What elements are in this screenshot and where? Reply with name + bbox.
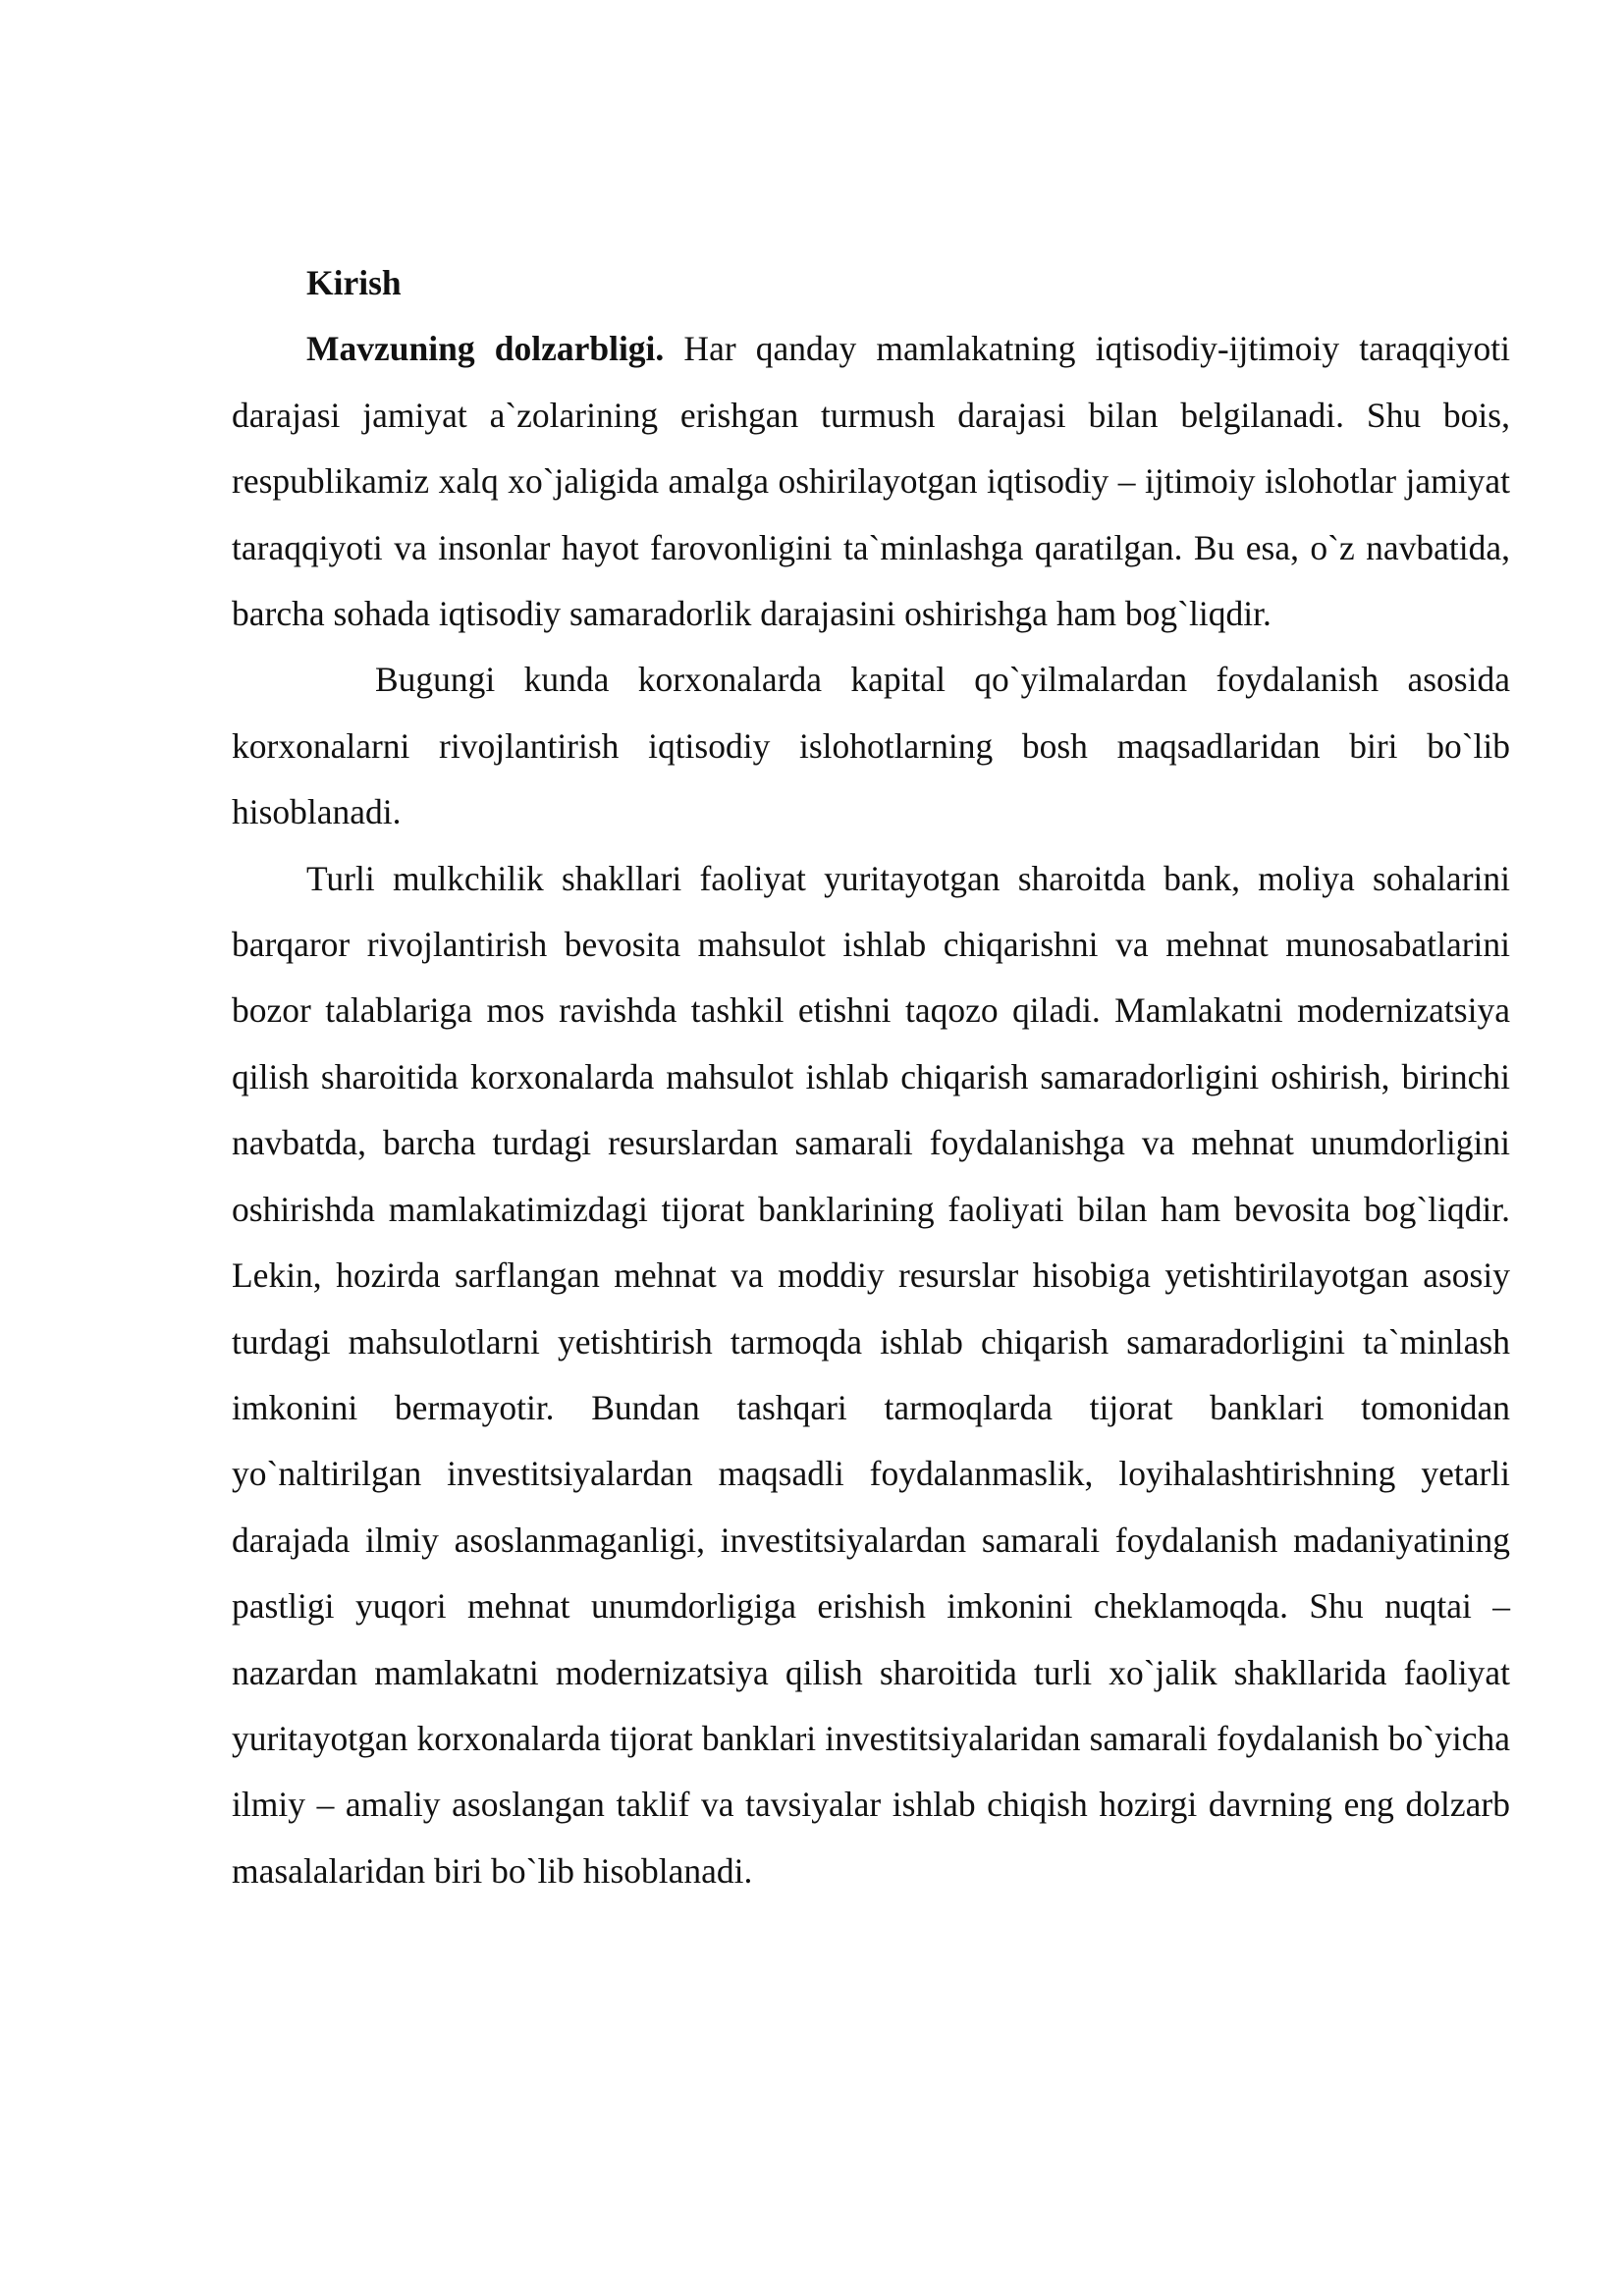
paragraph-relevance [232,316,1510,647]
paragraph-3: Turli mulkchilik shakllari faoliyat yuritayotgan sharoitda bank, moliya sohalarini barqaror rivojlantirish bevosita mahsulot ishlab chiqarishni va mehnat munosabatlarini bozor talablariga mos ravishda tashkil etishni taqozo qiladi. Mamlakatni modernizatsiya qilish sharoitida korxonalarda mahsulot ishlab chiqarish samaradorligini oshirish, birinchi navbatda, barcha turdagi resurslardan samarali foydalanishga va mehnat unumdorligini oshirishda mamlakatimizdagi tijorat banklarining faoliyati bilan ham bevosita bog`liqdir. Lekin, hozirda sarflangan mehnat va moddiy resurslar hisobiga yetishtirilayotgan asosiy turdagi mahsulotlarni yetishtirish tarmoqda ishlab chiqarish samaradorligini ta`minlash imkonini bermayotir. Bundan tashqari tarmoqlarda tijorat banklari tomonidan yo`naltirilgan investitsiyalardan maqsadli foydalanmaslik, loyihalashtirishning yetarli darajada ilmiy asoslanmaganligi, investitsiyalardan samarali foydalanish madaniyatining pastligi yuqori mehnat unumdorligiga erishish imkonini cheklamoqda. Shu nuqtai – nazardan mamlakatni modernizatsiya qilish sharoitida turli xo`jalik shakllarida faoliyat yuritayotgan korxonalarda tijorat banklari investitsiyalaridan samarali foydalanish bo`yicha ilmiy – amaliy asoslangan taklif va tavsiyalar ishlab chiqish hozirgi davrning eng dolzarb masalalaridan biri bo`lib hisoblanadi. [232,858,1510,1891]
paragraph-text: Har qanday mamlakatning iqtisodiy-ijtimoiy taraqqiyoti darajasi jamiyat a`zolarining erishgan turmush darajasi bilan belgilanadi. Shu bois, respublikamiz xalq xo`jaligida amalga oshirilayotgan iqtisodiy – ijtimoiy islohotlar jamiyat taraqqiyoti va insonlar hayot farovonligini ta`minlashga qaratilgan. Bu esa, o`z navbatida, barcha sohada iqtisodiy samaradorlik darajasini oshirishga ham bog`liqdir. [232,329,1511,634]
document-page [232,250,1510,1904]
paragraph-lead: Mavzuning dolzarbligi. [306,329,665,369]
section-heading: Kirish [306,263,402,302]
paragraph-2: Bugungi kunda korxonalarda kapital qo`yilmalardan foydalanish asosida korxonalarni rivojlantirish iqtisodiy islohotlarning bosh maqsadlaridan biri bo`lib hisoblanadi. [232,660,1510,832]
